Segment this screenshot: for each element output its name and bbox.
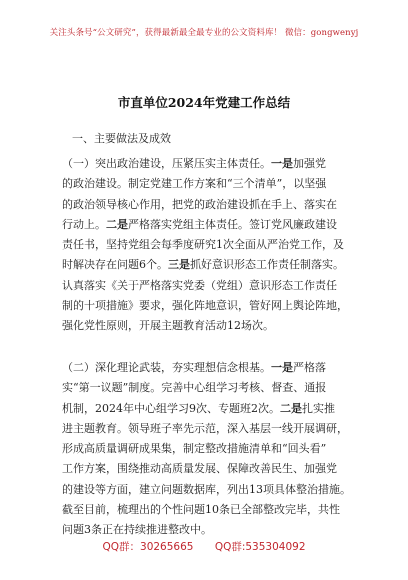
emphasis-text: 二是 xyxy=(106,217,128,231)
body-text: 扎实推 xyxy=(302,401,335,415)
paragraph-line xyxy=(62,255,352,275)
paragraph-political-construction xyxy=(62,154,352,337)
body-text: 时解决存在问题6个。 xyxy=(62,258,168,272)
paragraph-line xyxy=(62,419,352,439)
paragraph-line xyxy=(62,459,352,479)
body-text: 的政治建设。制定党建工作方案和“三个清单”，以坚强 xyxy=(62,177,327,191)
body-text: 的建设等方面，建立问题数据库，列出13项具体整治措施。 xyxy=(62,482,351,496)
paragraph-line xyxy=(62,154,352,174)
footer-qq-group-2: QQ群:535304092 xyxy=(214,541,306,553)
paragraph-line xyxy=(62,378,352,398)
body-text: 实“第一议题”制度。完善中心组学习考核、督查、通报 xyxy=(62,381,327,395)
body-text: 工作方案，围绕推动高质量发展、保障改善民生、加强党 xyxy=(62,462,337,476)
body-text: 强化党性原则，开展主题教育活动12场次。 xyxy=(62,319,274,333)
body-text: （二）深化理论武装，夯实理想信念根基。 xyxy=(62,361,271,374)
body-text: 抓好意识形态工作责任制落实。 xyxy=(190,258,344,272)
footer-contact xyxy=(0,539,408,554)
body-text: 的政治领导核心作用，把党的政治建设抓在手上、落实在 xyxy=(62,197,337,211)
body-text: 问题3条正在持续推进整改中。 xyxy=(62,523,212,537)
body-text: 机制，2024年中心组学习9次、专题班2次。 xyxy=(62,401,280,415)
body-text: 责任书，坚持党组会每季度研究1次全面从严治党工作，及 xyxy=(62,238,344,252)
paragraph-theory-armament xyxy=(62,358,352,541)
paragraph-line xyxy=(62,195,352,215)
emphasis-text: 一是 xyxy=(271,361,293,374)
body-text: 严格落实党组主体责任。签订党风廉政建设 xyxy=(128,217,337,231)
body-text: 制的十项措施》要求，强化阵地意识，管好网上舆论阵地， xyxy=(62,299,348,313)
paragraph-line xyxy=(62,500,352,520)
paragraph-line xyxy=(62,296,352,316)
paragraph-line xyxy=(62,235,352,255)
paragraph-line xyxy=(62,439,352,459)
footer-qq-group-1: QQ群：30265665 xyxy=(102,541,194,553)
body-text: 严格落 xyxy=(293,361,326,374)
paragraph-line xyxy=(62,316,352,336)
emphasis-text: 三是 xyxy=(168,258,190,272)
paragraph-line xyxy=(62,480,352,500)
document-title: 市直单位2024年党建工作总结 xyxy=(117,95,291,110)
emphasis-text: 二是 xyxy=(280,401,302,415)
paragraph-line xyxy=(62,215,352,235)
paragraph-line xyxy=(62,399,352,419)
section-heading: 一、主要做法及成效 xyxy=(72,132,171,145)
paragraph-line xyxy=(62,520,352,540)
body-text: 进主题教育。领导班子率先示范，深入基层一线开展调研， xyxy=(62,421,348,435)
body-text: 加强党 xyxy=(293,157,326,170)
body-text: 认真落实《关于严格落实党委（党组）意识形态工作责任 xyxy=(62,278,337,292)
emphasis-text: 一是 xyxy=(271,157,293,170)
paragraph-line xyxy=(62,358,352,378)
paragraph-line xyxy=(62,276,352,296)
body-text: 截至目前，梳理出的个性问题10条已全部整改完毕，共性 xyxy=(62,503,340,517)
body-text: （一）突出政治建设，压紧压实主体责任。 xyxy=(62,157,271,170)
top-banner: 关注头条号“公文研究”，获得最新最全最专业的公文资料库！ 微信：gongwenyj xyxy=(49,28,359,38)
body-text: 形成高质量调研成果集，制定整改措施清单和“回头看” xyxy=(62,442,327,456)
paragraph-line xyxy=(62,174,352,194)
body-text: 行动上。 xyxy=(62,217,106,231)
